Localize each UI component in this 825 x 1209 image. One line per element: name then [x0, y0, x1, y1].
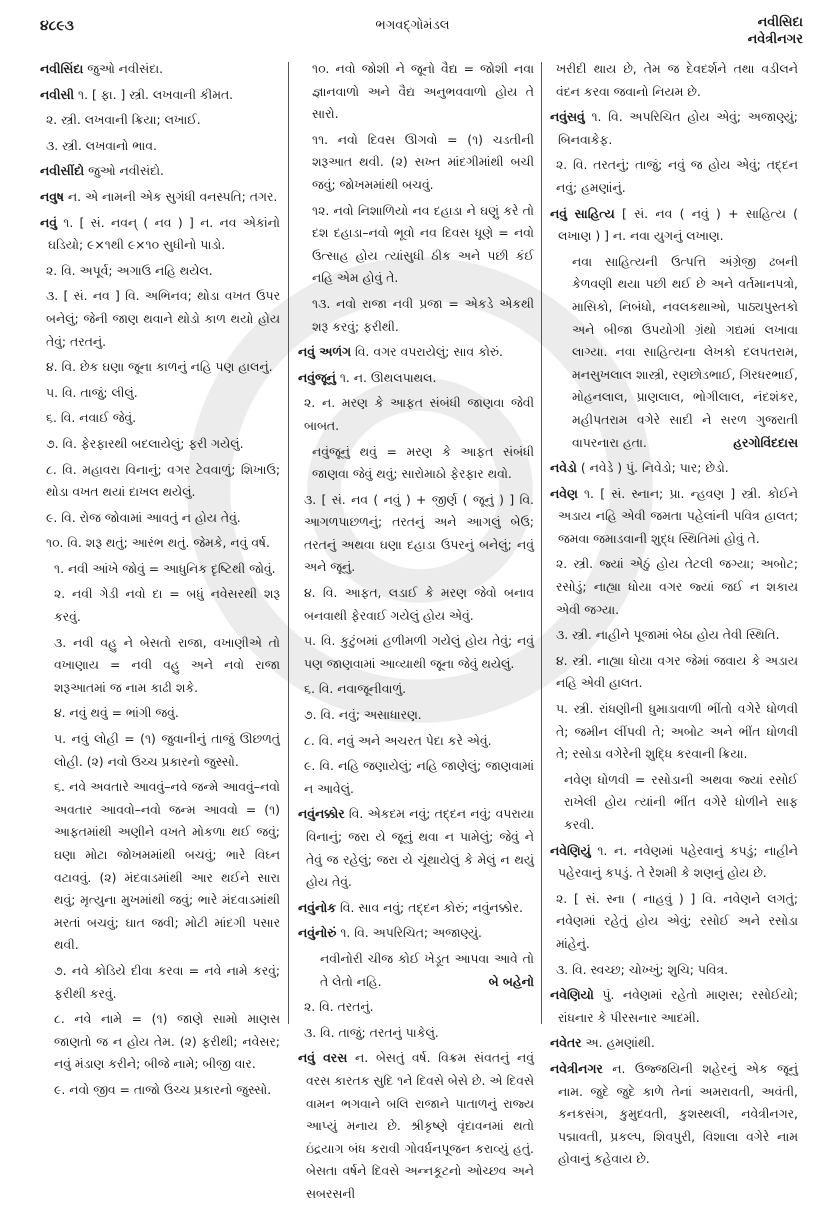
entry-sense: ૪. વિ. આફત, લડાઈ કે મરણ જેવો બનાવ બનવાથી ફેરવાઈ ગયેલું હોય એવું.: [304, 585, 534, 623]
entry-sense: ૬. વિ. નવાજૂનીવાળું.: [304, 681, 407, 697]
dictionary-entry: [550, 457, 798, 480]
entry-sense: ૯. વિ. નહિ જણાયેલું; નહિ જાણેલું; જાણવામાં ન આવેલું.: [304, 758, 534, 796]
dictionary-entry: [298, 897, 534, 920]
entry-sense: ૫. સ્ત્રી. રાંધણીની ધુમાડાવાળી ભીંતો વગેરે ધોળવી તે; જમીન લીંપવી તે; અબોટ અને ભીંત ધોળવી તે; રસોડા વગેરેની શુદ્ધિ કરવાની ક્રિયા.: [556, 701, 798, 762]
entry-definition: ૧. ન. નવેણમાં પહેરવાનું કપડું; નાહીને પહેરવાનું કપડું. તે રેશમી કે શણનું હોય છે.: [558, 842, 798, 881]
entry-definition: ન. એ નામની એક સુગંધી વનસ્પતિ; તગર.: [67, 188, 278, 204]
entry-sense: ૭. વિ. ફેરફારથી બદલાયેલું; ફરી ગયેલું.: [46, 435, 244, 451]
entry-sense: ૭. વિ. નવું; અસાધારણ.: [304, 707, 422, 723]
entry-definition: ( નવેડે ) પું. નિવેડો; પાર; છેડો.: [580, 460, 729, 476]
dictionary-entry: [550, 1032, 798, 1055]
dictionary-entry: [40, 186, 280, 209]
guide-word-last: નવેત્રીનગર: [747, 32, 803, 47]
entry-sense: ૩. સ્ત્રી. નાહીને પૂજામાં બેઠા હોય તેવી સ્થિતિ.: [556, 627, 780, 643]
entry-sense: ૮. વિ. નવું અને અચરત પેદા કરે એવું.: [304, 732, 492, 748]
entry-definition: ન. બેસતું વર્ષ. વિક્રમ સંવતનું નવું વરસ કારતક સુદિ ૧ને દિવસે બેસે છે. એ દિવસે વામન ભગવાને બલિ રાજાને પાતાળનું રાજ્ય આપ્યું મનાય છે. શ્રીકૃષ્ણે વૃંદાવનમાં થતો ઇંદ્રયાગ બંધ કરાવી ગોવર્ધનપૂજન કરાવ્યું હતું. બેસતા વર્ષને દિવસે અન્નકૂટનો ઓચ્છવ અને સબરસની: [306, 1050, 534, 1201]
column-3: [550, 58, 798, 1174]
entry-headword: નવેત્રીનગર: [550, 1060, 603, 1076]
entry-headword: નવુંનોક: [298, 899, 337, 915]
entry-headword: નવું અળંગ: [298, 344, 352, 360]
entry-definition: વિ. વગર વપરાયેલું; સાવ કોરું.: [355, 344, 503, 360]
quotation-text: નવીનોરી ચીજ કોઈ ખેડૂત આપવા આવે તો તે લેતો નહિ.: [320, 950, 534, 989]
entry-idiom: ૩. નવી વહુ ને બેસતો રાજા, વખાણીએ તો વખાણાય = નવી વહુ અને નવો રાજા શરૂઆતમાં જ નામ કાઢી શકે.: [54, 634, 280, 695]
dictionary-entry: [550, 483, 798, 551]
entry-idiom: ૫. નવું લોહી = (૧) જુવાનીનું તાજું ઊછળતું લોહી. (૨) નવો ઉચ્ચ પ્રકારનો જુસ્સો.: [54, 731, 280, 769]
entry-headword: નવીસીંદો: [40, 163, 85, 179]
entry-idiom: ૧૩. નવો રાજા નવી પ્રજા = એકડે એકથી શરૂ કરવું; ફરીથી.: [312, 295, 534, 334]
quotation-author: હરગોવિંદદાસ: [733, 434, 798, 450]
entry-note: [550, 251, 798, 454]
column-divider: [541, 62, 542, 1024]
dictionary-entry: [550, 840, 798, 885]
entry-definition: ૧. ન. ઊથલપાથલ.: [339, 369, 437, 385]
entry-definition: [ સં. નવ ( નવું ) + સાહિત્ય ( લખાણ ) ] ન. નવા યુગનું લખાણ.: [558, 205, 798, 244]
dictionary-entry: [40, 58, 280, 81]
quotation-text: નવા સાહિત્યની ઉત્પત્તિ અંગ્રેજી ઢબની કેળવણી થયા પછી થઈ છે અને વર્તમાનપત્રો, માસિકો, નિબંધો, નવલકથાઓ, પાઠ્યપુસ્તકો અને બીજા ઉપયોગી ગ્રંથો ગદ્યમાં લખાવા લાગ્યા. નવા સાહિત્યના લેખકો દલપતરામ, મનસુખલાલ શાસ્ત્રી, રણછોડભાઈ, ગિરધરભાઈ, મોહનલાલ, પ્રાણલાલ, ભોગીલાલ, નંદશંકર, મહીપતરામ વગેરે સાદી ને સરળ ગુજરાતી વાપરનારા હતા.: [572, 253, 798, 450]
page-number: ૪૮૯૩: [40, 18, 74, 34]
entry-idiom: ૪. નવું થવું = ભાંગી જવું.: [54, 705, 179, 721]
entry-headword: નવેણિયું: [550, 842, 591, 858]
entry-definition: જુઓ નવીસંદો.: [88, 163, 164, 179]
dictionary-entry: [298, 341, 534, 364]
entry-idiom: ૧૨. નવો નિશાળિયો નવ દહાડા ને ઘણું કરે તો દશ દહાડા–નવો ભૂવો નવ દિવસ ધૂણે = નવો ઉત્સાહ હોય ત્યાંસુધી ઠીક અને પછી કંઈ નહિ એમ હોવું તે.: [312, 202, 534, 286]
guide-words: [748, 14, 803, 48]
entry-sense: ૨. સ્ત્રી. લખવાની ક્રિયા; લખાઈ.: [46, 112, 201, 128]
entry-idiom: ૯. નવો જીવ = તાજો ઉચ્ચ પ્રકારનો જુસ્સો.: [54, 1081, 272, 1097]
entry-definition: પું. નવેણમાં રહેતો માણસ; રસોઈયો; રાંધનાર કે પીરસનાર આદમી.: [558, 987, 798, 1025]
entry-headword: નવું સાહિત્ય: [550, 205, 615, 221]
dictionary-entry: [298, 367, 534, 390]
entry-sense: ૨. [ સં. સ્ના ( નાહવું ) ] વિ. નવેણને લગતું; નવેણમાં રહેતું હોય એવું; રસોઈ અને રસોડા માંહેનું.: [556, 890, 798, 951]
dictionary-entry: [40, 160, 280, 183]
entry-definition: વિ. એકદમ નવું; તદ્દન નવું; વપરાયા વિનાનું; જરા યે જૂનું થવા ન પામેલું; જેવું ને તેવું જ રહેલું; જરા યે ચૂંથાયેલું કે મેલું ન થયું હોય તેવું.: [306, 806, 534, 890]
entry-idiom: ૬. નવે અવતારે આવવું–નવે જન્મે આવવું–નવો અવતાર આવવો–નવો જન્મ આવવો = (૧) આફતમાંથી અણીને વખતે મોકળા થઈ જવું; ઘણા મોટા જોખમમાંથી બચવું; ભારે વિઘ્ન વટાવવું. (૨) મંદવાડમાંથી આર થઈને સારા થવું; મૃત્યુના મુખમાંથી જવું; ભારે મંદવાડમાંથી મરતાં બચવું; ઘાત જવી; મોટી માંદગી પસાર થવી.: [54, 779, 280, 953]
entry-headword: નવું: [40, 214, 57, 230]
entry-idiom: ૨. નવી ગેડી નવો દા = બધું નવેસરથી શરૂ કરવું.: [54, 586, 280, 625]
entry-sense: ૨. વિ. તરતનું.: [304, 999, 374, 1015]
dictionary-entry: [40, 212, 280, 257]
dictionary-entry: [40, 84, 280, 107]
dictionary-entry: [550, 984, 798, 1029]
entry-headword: નવુંસવું: [550, 109, 585, 125]
entry-headword: નવું વરસ: [298, 1050, 348, 1066]
entry-headword: નવેણ: [550, 485, 578, 501]
entry-quotation: [298, 948, 534, 993]
dictionary-entry: [550, 203, 798, 248]
entry-headword: નવુંનોરું: [298, 925, 337, 941]
entry-definition: ૧. [ ફા. ] સ્ત્રી. લખવાની કીમત.: [78, 86, 234, 102]
entry-sense: ૯. વિ. રોજ જોવામાં આવતું ન હોય તેવું.: [46, 509, 241, 525]
entry-sense: ૩. [ સં. નવ ] વિ. અભિનવ; થોડા વખત ઉપર બનેલું; જેની જાણ થવાને થોડો કાળ થયો હોય તેવું; તરતનું.: [46, 288, 280, 349]
entry-sense: ૨. વિ. તરતનું; તાજું; નવું જ હોય એવું; તદ્દન નવું; હમણાંનું.: [556, 157, 798, 195]
entry-idiom: ૧. નવી આંખે જોવું = આધુનિક દૃષ્ટિથી જોવું.: [54, 560, 276, 576]
dictionary-entry: [298, 1047, 534, 1205]
entry-definition: ૧. [ સં. નવન્ ( નવ ) ] ન. નવ એકાંનો ઘડિયો; ૯×૧થી ૯×૧૦ સુધીનો પાડો.: [48, 214, 280, 253]
book-title: ભગવદ્ગોમંડલ: [375, 18, 450, 33]
entry-headword: નવીસી: [40, 86, 75, 102]
entry-definition: ૧. વિ. અપરિચિત; અજાણ્યું.: [340, 925, 482, 941]
entry-sense: ૬. વિ. નવાઈ જેવું.: [46, 410, 137, 426]
entry-definition: વિ. સાવ નવું; તદ્દન કોરું; નવુંનક્કોર.: [339, 899, 523, 915]
entry-idiom: નવેણ ધોળવી = રસોડાની અથવા જ્યાં રસોઈ રાખેલી હોય ત્યાંની ભીંત વગેરે ધોળીને સાફ કરવી.: [564, 771, 798, 832]
entry-sense: ૪. સ્ત્રી. નાહ્યા ધોયા વગર જેમાં જવાય કે અડાય નહિ એવી હાલત.: [556, 652, 798, 691]
entry-idiom: ૧૦. નવો જોશી ને જૂનો વૈદ્ય = જોશી નવા જ્ઞાનવાળો અને વૈદ્ય અનુભવવાળો હોય તે સારો.: [312, 61, 534, 122]
entry-idiom: ૮. નવે નામે = (૧) જાણે સામો માણસ જાણતો જ ન હોય તેમ. (૨) ફરીથી; નવેસર; નવું મંડાણ કરીને; બીજે નામે; બીજી વાર.: [54, 1011, 280, 1072]
entry-headword: નવેડો: [550, 460, 577, 476]
dictionary-entry: [550, 106, 798, 151]
page-header: [0, 10, 825, 50]
entry-idiom: નવુંજૂનું થવું = મરણ કે આફત સંબંધી જાણવા જેવું થવું; સારોમાઠો ફેરફાર થવો.: [312, 443, 534, 482]
entry-definition: જુઓ નવીસંદા.: [87, 61, 164, 76]
entry-sense: ૨. વિ. અપૂર્વ; અગાઉ નહિ થયેલ.: [46, 262, 213, 278]
entry-sense: ૫. વિ. કુટુંબમાં હળીમળી ગયેલું હોય તેવું; નવું પણ જાણવામાં આવ્યાથી જૂના જેવું થયેલું.: [304, 633, 534, 671]
entry-headword: નવીસિંદા: [40, 61, 84, 76]
entry-idiom: ૧૧. નવો દિવસ ઊગવો = (૧) ચડતીની શરૂઆત થવી. (૨) સખ્ત માંદગીમાંથી બચી જવું; જોખમમાંથી બચવું.: [312, 131, 534, 192]
dictionary-entry: [298, 922, 534, 945]
column-divider: [288, 62, 289, 1024]
entry-headword: નવેણિયો: [550, 987, 594, 1003]
entry-definition: અ. હમણાંથી.: [585, 1035, 655, 1051]
entry-definition: ન. ઉજ્જયિની શહેરનું એક જૂનું નામ. જુદે જુદે કાળે તેનાં અમરાવતી, અવંતી, કનકસંગ, કુમુદવતી, કુશસ્થલી, નવેત્રીનગર, પદ્માવતી, પ્રકલ્પ, શિવપુરી, વિશાલા વગેરે નામ હોવાનું કહેવાય છે.: [558, 1060, 798, 1167]
entry-sense: ૪. વિ. છેક ઘણા જૂના કાળનું નહિ પણ હાલનું.: [46, 359, 273, 375]
entry-headword: નવેતર: [550, 1035, 582, 1051]
entry-sense: ૫. વિ. તાજું; લીલું.: [46, 384, 138, 400]
entry-sense: ૩. સ્ત્રી. લખવાનો ભાવ.: [46, 137, 157, 153]
entry-headword: નવુંજૂનું: [298, 369, 336, 385]
entry-sense: ૮. વિ. મહાવરા વિનાનું; વગર ટેવવાળું; શિખાઉ; થોડા વખત થયાં દાખલ થયેલું.: [46, 461, 280, 500]
entry-sense: ૨. સ્ત્રી. જ્યાં એઠું હોય તેટલી જગ્યા; અબોટ; રસોડું; નાહ્યા ધોયા વગર જ્યાં જઈ ન શકાય એવી જગ્યા.: [556, 556, 798, 617]
entry-continuation: ખરીદી થાય છે, તેમ જ દેવદર્શને તથા વડીલને વંદન કરવા જવાનો નિયમ છે.: [556, 61, 798, 99]
column-2: [298, 58, 534, 1209]
quotation-author: બે બહેનો: [488, 973, 534, 989]
entry-definition: ૧. [ સં. સ્નાન; પ્રા. ન્હવણ ] સ્ત્રી. કોઈને અડાય નહિ એવી જમતા પહેલાંની પવિત્ર હાલત; જમવા જમાડવાની શુદ્ધ સ્થિતિમાં હોવું તે.: [558, 485, 798, 546]
entry-sense: ૧૦. વિ. શરૂ થતું; આરંભ થતું. જેમકે, નવું વર્ષ.: [46, 535, 270, 551]
dictionary-entry: [298, 803, 534, 893]
entry-sense: ૨. ન. મરણ કે આફત સંબંધી જાણવા જેવી બાબત.: [304, 395, 534, 433]
entry-headword: નવુષ: [40, 188, 64, 204]
entry-sense: ૩. વિ. સ્વચ્છ; ચોખ્ખું; શુચિ; પવિત્ર.: [556, 961, 729, 977]
guide-word-first: નવીસિદા: [757, 15, 803, 30]
column-1: [40, 58, 280, 1105]
entry-sense: ૩. [ સં. નવ ( નવું ) + જીર્ણ ( જૂનું ) ] વિ. આગળપાછળનું; તરતનું અને આગલું બેઉ; તરતનું અથવા ઘણા દહાડા ઉપરનું બનેલું; નવું અને જૂનું.: [304, 491, 534, 575]
entry-sense: ૩. વિ. તાજું; તરતનું પાકેલું.: [304, 1024, 439, 1040]
entry-definition: ૧. વિ. અપરિચિત હોય એવું; અજાણ્યું; બિનવાકેફ.: [558, 109, 798, 147]
entry-idiom: ૭. નવે કોડિયે દીવા કરવા = નવે નામે કરવું; ફરીથી કરવું.: [54, 962, 280, 1001]
entry-headword: નવુંનક્કોર: [298, 806, 345, 822]
dictionary-entry: [550, 1058, 798, 1171]
